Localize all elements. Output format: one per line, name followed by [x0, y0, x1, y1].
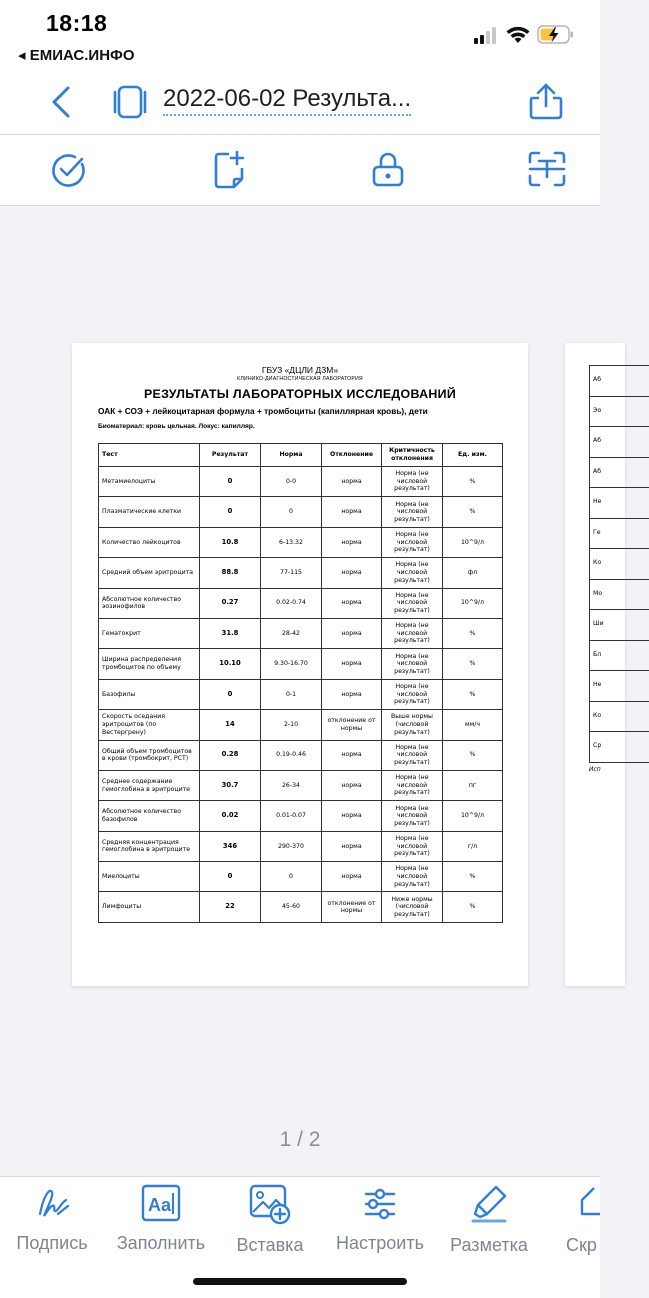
table-row [99, 497, 503, 527]
cell-norm: 26-34 [261, 770, 322, 800]
org-name: ГБУЗ «ДЦЛИ ДЗМ» [261, 365, 339, 375]
cell-norm: 45-60 [261, 892, 322, 922]
cell-deviation: норма [322, 679, 382, 709]
cell-unit: % [443, 892, 503, 922]
fill-tool-button[interactable] [105, 1184, 217, 1254]
page2-row-fragment: Бл [589, 640, 649, 671]
cell-norm: 28-42 [261, 618, 322, 648]
cell-norm: 77-115 [261, 558, 322, 588]
cell-unit: пг [443, 770, 503, 800]
back-chevron-icon[interactable] [50, 86, 72, 118]
page2-row-fragment: Ср [589, 731, 649, 762]
cell-criticality: Выше нормы (числовой результат) [382, 710, 443, 740]
cell-criticality: Норма (не числовой результат) [382, 831, 443, 861]
page2-row-fragment: Не [589, 670, 649, 701]
cell-unit: 10^9/л [443, 801, 503, 831]
cell-test: Миелоциты [99, 862, 200, 892]
signature-tool-button[interactable] [0, 1184, 108, 1254]
document-pages-icon[interactable] [112, 86, 148, 118]
page2-row-fragment: Ко [589, 701, 649, 732]
page2-row-fragment: Мо [589, 579, 649, 610]
page2-row-fragment: Ши [589, 609, 649, 640]
toolbar-label: Разметка [450, 1235, 528, 1255]
cell-norm: 6-13.32 [261, 527, 322, 557]
page2-row-fragment: Эо [589, 396, 649, 427]
page2-row-fragment: Аб [589, 426, 649, 457]
cell-unit: % [443, 467, 503, 497]
cell-deviation: норма [322, 831, 382, 861]
battery-charging-icon [537, 25, 575, 45]
scan-text-icon[interactable] [528, 151, 566, 187]
cell-test: Количество лейкоцитов [99, 527, 200, 557]
cell-test: Базофилы [99, 679, 200, 709]
cell-result: 10.8 [200, 527, 261, 557]
cell-criticality: Норма (не числовой результат) [382, 467, 443, 497]
page2-row-fragment: Не [589, 487, 649, 518]
svg-text:Aa: Aa [148, 1195, 172, 1215]
report-heading: РЕЗУЛЬТАТЫ ЛАБОРАТОРНЫХ ИССЛЕДОВАНИЙ [143, 387, 457, 401]
cell-norm: 0-1 [261, 679, 322, 709]
table-row [99, 770, 503, 800]
cell-deviation: норма [322, 527, 382, 557]
cell-result: 0 [200, 467, 261, 497]
cell-criticality: Норма (не числовой результат) [382, 770, 443, 800]
col-test: Тест [99, 444, 200, 467]
table-row [99, 618, 503, 648]
cell-result: 10.10 [200, 649, 261, 679]
table-row [99, 588, 503, 618]
cell-result: 0 [200, 497, 261, 527]
cell-result: 0 [200, 679, 261, 709]
page2-footer-fragment: Исп [589, 762, 649, 773]
cell-deviation: отклонение от нормы [322, 710, 382, 740]
add-page-icon[interactable] [212, 150, 246, 190]
signature-icon [32, 1184, 72, 1222]
cell-test: Общий объем тромбоцитов в крови (тромбокрит, PCT) [99, 740, 200, 770]
insert-tool-button[interactable] [214, 1184, 326, 1256]
cell-result: 22 [200, 892, 261, 922]
cell-result: 0.02 [200, 801, 261, 831]
biomaterial-line: Биоматериал: кровь цельная. Локус: капилляр. [98, 423, 255, 430]
cell-test: Среднее содержание гемоглобина в эритроците [99, 770, 200, 800]
share-icon[interactable] [528, 82, 564, 120]
home-indicator [193, 1278, 407, 1285]
page2-row-fragment: Ге [589, 518, 649, 549]
cell-criticality: Норма (не числовой результат) [382, 649, 443, 679]
table-row [99, 649, 503, 679]
cell-result: 0.27 [200, 588, 261, 618]
cell-unit: фл [443, 558, 503, 588]
page-counter: 1 / 2 [279, 1128, 321, 1151]
cell-deviation: отклонение от нормы [322, 892, 382, 922]
table-row [99, 467, 503, 497]
cell-test: Абсолютное количество эозинофилов [99, 588, 200, 618]
table-row [99, 740, 503, 770]
cell-criticality: Норма (не числовой результат) [382, 679, 443, 709]
cell-norm: 0.01-0.07 [261, 801, 322, 831]
cell-criticality: Ниже нормы (числовой результат) [382, 892, 443, 922]
cell-norm: 2-10 [261, 710, 322, 740]
cell-test: Гематокрит [99, 618, 200, 648]
cell-criticality: Норма (не числовой результат) [382, 801, 443, 831]
toolbar-label: Заполнить [116, 1233, 206, 1253]
cell-result: 346 [200, 831, 261, 861]
cell-criticality: Норма (не числовой результат) [382, 618, 443, 648]
page2-row-fragment: Аб [589, 457, 649, 488]
back-to-app-link[interactable]: ◂ ЕМИАС.ИНФО [18, 47, 135, 64]
table-row [99, 558, 503, 588]
cell-test: Плазматические клетки [99, 497, 200, 527]
table-row [99, 892, 503, 922]
cell-criticality: Норма (не числовой результат) [382, 527, 443, 557]
adjust-tool-button[interactable] [324, 1184, 436, 1254]
page2-row-fragment: Аб [589, 365, 649, 396]
cell-unit: % [443, 679, 503, 709]
cell-unit: % [443, 497, 503, 527]
cell-criticality: Норма (не числовой результат) [382, 740, 443, 770]
toolbar-label: Скр [566, 1235, 597, 1255]
col-unit: Ед. изм. [443, 444, 503, 467]
cell-deviation: норма [322, 588, 382, 618]
cell-deviation: норма [322, 467, 382, 497]
sliders-icon [360, 1184, 400, 1222]
table-row [99, 831, 503, 861]
cell-criticality: Норма (не числовой результат) [382, 497, 443, 527]
cell-test: Ширина распределения тромбоцитов по объему [99, 649, 200, 679]
cell-deviation: норма [322, 649, 382, 679]
toolbar-label: Подпись [16, 1233, 88, 1253]
cell-test: Лимфоциты [99, 892, 200, 922]
cell-test: Абсолютное количество базофилов [99, 801, 200, 831]
markup-tool-button[interactable] [433, 1184, 545, 1256]
cell-result: 0.28 [200, 740, 261, 770]
col-criticality: Критичность отклонения [382, 444, 443, 467]
cell-result: 30.7 [200, 770, 261, 800]
cell-test: Средний объем эритроцита [99, 558, 200, 588]
document-title[interactable]: 2022-06-02 Результа... [163, 84, 411, 116]
cell-norm: 9.30-16.70 [261, 649, 322, 679]
check-circle-icon[interactable] [50, 152, 86, 188]
cell-unit: мм/ч [443, 710, 503, 740]
cell-deviation: норма [322, 801, 382, 831]
cell-criticality: Норма (не числовой результат) [382, 862, 443, 892]
cell-deviation: норма [322, 770, 382, 800]
lock-icon[interactable] [372, 150, 404, 188]
cell-result: 88.8 [200, 558, 261, 588]
cell-norm: 0 [261, 497, 322, 527]
table-row [99, 710, 503, 740]
col-deviation: Отклонение [322, 444, 382, 467]
cell-unit: 10^9/л [443, 588, 503, 618]
table-row [99, 679, 503, 709]
document-page-2[interactable] [565, 343, 625, 986]
results-table [98, 443, 503, 923]
cell-deviation: норма [322, 618, 382, 648]
test-panel-title: ОАК + СОЭ + лейкоцитарная формула + тромбоциты (капиллярная кровь), дети [98, 406, 428, 416]
signal-icon [474, 27, 500, 45]
cell-unit: % [443, 618, 503, 648]
cell-norm: 0.19-0.46 [261, 740, 322, 770]
cell-test: Скорость оседания эритроцитов (по Вестергрену) [99, 710, 200, 740]
cell-result: 14 [200, 710, 261, 740]
cell-unit: % [443, 649, 503, 679]
cell-unit: 10^9/л [443, 527, 503, 557]
cell-unit: % [443, 862, 503, 892]
hide-tool-button[interactable] [544, 1184, 600, 1256]
cell-test: Метамиелоциты [99, 467, 200, 497]
col-norm: Норма [261, 444, 322, 467]
toolbar-label: Настроить [336, 1233, 424, 1253]
cell-unit: % [443, 740, 503, 770]
cell-criticality: Норма (не числовой результат) [382, 558, 443, 588]
insert-image-icon [249, 1184, 291, 1224]
eraser-icon [580, 1184, 636, 1224]
table-header-row [99, 444, 503, 467]
cell-result: 31.8 [200, 618, 261, 648]
marker-pen-icon [469, 1184, 509, 1224]
document-page-1[interactable] [72, 343, 528, 986]
page2-row-fragment: Ко [589, 548, 649, 579]
toolbar-label: Вставка [236, 1235, 304, 1255]
text-field-icon [141, 1184, 181, 1222]
cell-deviation: норма [322, 740, 382, 770]
wifi-icon [506, 26, 530, 44]
cell-deviation: норма [322, 497, 382, 527]
cell-test: Средняя концентрация гемоглобина в эритроците [99, 831, 200, 861]
cell-deviation: норма [322, 862, 382, 892]
table-row [99, 801, 503, 831]
cell-criticality: Норма (не числовой результат) [382, 588, 443, 618]
cell-norm: 0-0 [261, 467, 322, 497]
lab-name: КЛИНИКО-ДИАГНОСТИЧЕСКАЯ ЛАБОРАТОРИЯ [237, 376, 363, 382]
cell-norm: 0 [261, 862, 322, 892]
table-row [99, 527, 503, 557]
cell-unit: г/л [443, 831, 503, 861]
col-result: Результат [200, 444, 261, 467]
status-time: 18:18 [46, 10, 108, 36]
cell-deviation: норма [322, 558, 382, 588]
cell-result: 0 [200, 862, 261, 892]
table-row [99, 862, 503, 892]
cell-norm: 290-370 [261, 831, 322, 861]
document-tools-bar [0, 135, 600, 206]
cell-norm: 0.02-0.74 [261, 588, 322, 618]
